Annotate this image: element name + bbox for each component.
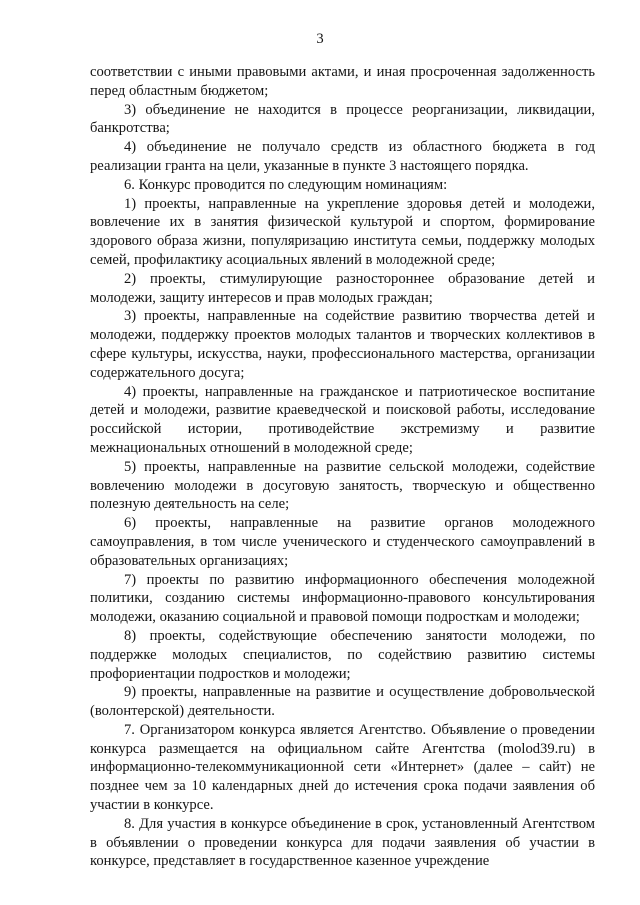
paragraph: 6) проекты, направленные на развитие органов молодежного самоуправления, в том числе ученического и студенческого самоуправлений в образовательных организациях;: [90, 515, 595, 569]
page-number: 3: [316, 31, 324, 47]
paragraph: 4) объединение не получало средств из областного бюджета в год реализации гранта на цели, указанные в пункте 3 настоящего порядка.: [90, 139, 595, 174]
paragraph: 8) проекты, содействующие обеспечению занятости молодежи, по поддержке молодых специалистов, по содействию развитию системы профориентации подростков и молодежи;: [90, 627, 595, 682]
paragraph: 1) проекты, направленные на укрепление здоровья детей и молодежи, вовлечение их в занятия физической культурой и спортом, формирование здорового образа жизни, популяризацию института семьи, поддержку молодых семей, профилактику асоциальных явлений в молодежной среде;: [90, 195, 595, 268]
paragraph: 7) проекты по развитию информационного обеспечения молодежной политики, созданию системы информационно-правового консультирования молодежи, оказанию социальной и правовой помощи подросткам и молодежи;: [90, 571, 595, 626]
paragraph: 4) проекты, направленные на гражданское и патриотическое воспитание детей и молодежи, развитие краеведческой и поисковой работы, исследование российской истории, противодействие экстремизму и развитие межнациональных отношений в молодежной среде;: [90, 383, 595, 456]
paragraph: 8. Для участия в конкурсе объединение в срок, установленный Агентством в объявлении о проведении конкурса для подачи заявления об участии в конкурсе, представляет в государственное казенное учреждение: [90, 815, 595, 870]
paragraph: соответствии с иными правовыми актами, и иная просроченная задолженность перед областным бюджетом;: [90, 64, 595, 99]
paragraph: 7. Организатором конкурса является Агентство. Объявление о проведении конкурса размещается на официальном сайте Агентства (molod39.ru) в информационно-телекоммуникационной сети «Интернет» (далее – сайт) не позднее чем за 10 календарных дней до истечения срока подачи заявления об участии в конкурсе.: [90, 721, 595, 814]
paragraph: 6. Конкурс проводится по следующим номинациям:: [124, 176, 448, 193]
document-body: [90, 63, 595, 871]
paragraph: 2) проекты, стимулирующие разностороннее образование детей и молодежи, защиту интересов и прав молодых граждан;: [90, 270, 595, 306]
paragraph: 3) проекты, направленные на содействие развитию творчества детей и молодежи, поддержку проектов молодых талантов и творческих коллективов в сфере культуры, искусства, науки, профессионального мастерства, организации содержательного досуга;: [90, 308, 595, 381]
paragraph: 3) объединение не находится в процессе реорганизации, ликвидации, банкротства;: [90, 101, 595, 137]
paragraph: 9) проекты, направленные на развитие и осуществление добровольческой (волонтерской) деятельности.: [90, 684, 595, 720]
paragraph: 5) проекты, направленные на развитие сельской молодежи, содействие вовлечению молодежи в досуговую занятость, творческую и общественно полезную деятельность на селе;: [90, 458, 595, 513]
